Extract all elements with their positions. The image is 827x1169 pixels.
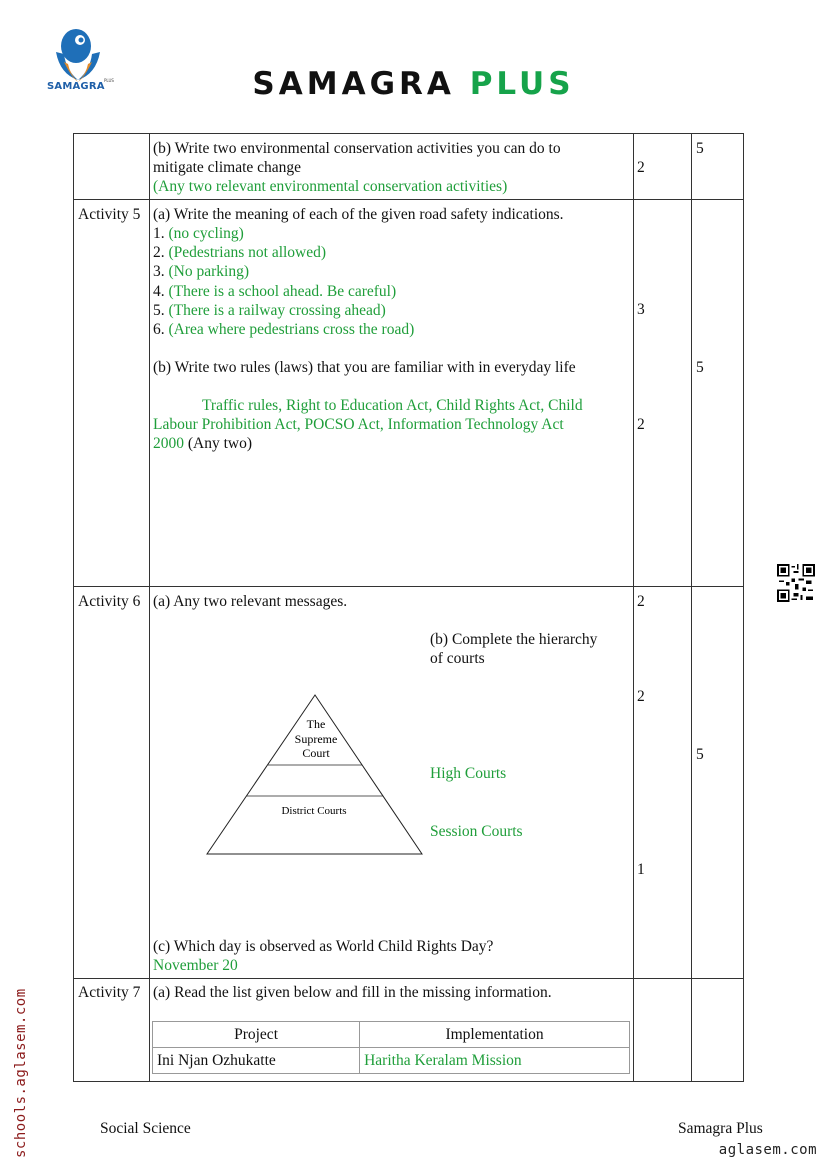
qr-code-icon — [777, 564, 815, 602]
activity-5-marks-a: 3 — [637, 301, 645, 318]
activity-6-total: 5 — [696, 746, 704, 763]
row1-question-line2: mitigate climate change — [153, 159, 302, 176]
list-item: 1. (no cycling) — [153, 225, 244, 242]
activity-5-total: 5 — [696, 359, 704, 376]
list-item: 6. (Area where pedestrians cross the road) — [153, 321, 415, 339]
title-plus: PLUS — [469, 66, 575, 102]
row2-marks-cell — [633, 199, 692, 587]
activity-6-marks-a: 2 — [637, 593, 645, 610]
row2-activity-cell — [73, 199, 150, 587]
court-hierarchy-pyramid — [200, 690, 430, 860]
project-table — [152, 1021, 630, 1074]
pyramid-bottom-label: District Courts — [281, 805, 347, 817]
row2-total-cell — [691, 199, 744, 587]
row1-answer: (Any two relevant environmental conservation activities) — [153, 178, 508, 195]
activity-7-label: Activity 7 — [78, 984, 141, 1001]
row1-activity-cell — [73, 133, 150, 200]
table-header-project: Project — [153, 1022, 360, 1048]
footer-url-link[interactable]: aglasem.com — [718, 1142, 817, 1158]
activity-5-answer-b-line3: 2000 (Any two) — [153, 435, 253, 452]
activity-6-question-b-line1: (b) Complete the hierarchy — [430, 631, 598, 648]
activity-6-question-b-line2: of courts — [430, 650, 485, 667]
activity-5-answer-b-line2: Labour Prohibition Act, POCSO Act, Information Technology Act — [153, 416, 564, 433]
row1-total: 5 — [696, 140, 704, 157]
list-item: 3. (No parking) — [153, 263, 249, 281]
road-sign-answer-list — [153, 224, 414, 339]
activity-6-question-c: (c) Which day is observed as World Child Rights Day? — [153, 938, 494, 955]
activity-7-question-a: (a) Read the list given below and fill in the missing information. — [153, 984, 552, 1001]
side-url-link[interactable]: schools.aglasem.com — [13, 988, 29, 1158]
activity-6-answer-session-courts: Session Courts — [430, 823, 523, 840]
row4-total-cell — [691, 978, 744, 1082]
page-title — [0, 66, 827, 102]
title-samagra: SAMAGRA — [252, 66, 455, 102]
table-header-row — [153, 1022, 630, 1048]
activity-5-answer-b-line1: Traffic rules, Right to Education Act, Child Rights Act, Child — [202, 397, 583, 414]
row3-marks-cell — [633, 586, 692, 979]
pyramid-top-line1: The — [306, 717, 326, 731]
activity-5-question-b: (b) Write two rules (laws) that you are familiar with in everyday life — [153, 359, 576, 376]
activity-6-question-a: (a) Any two relevant messages. — [153, 593, 348, 610]
row3-total-cell — [691, 586, 744, 979]
list-item: 4. (There is a school ahead. Be careful) — [153, 282, 397, 300]
table-header-implementation: Implementation — [360, 1022, 630, 1048]
list-item: 2. (Pedestrians not allowed) — [153, 244, 327, 262]
table-cell-project: Ini Njan Ozhukatte — [153, 1048, 360, 1074]
activity-6-answer-high-courts: High Courts — [430, 765, 507, 782]
logo-text: SAMAGRA — [47, 81, 105, 92]
table-row — [153, 1048, 630, 1074]
row3-activity-cell — [73, 586, 150, 979]
pyramid-top-line3: Court — [302, 746, 330, 760]
activity-5-label: Activity 5 — [78, 206, 141, 223]
footer-brand: Samagra Plus — [678, 1120, 763, 1137]
activity-6-label: Activity 6 — [78, 593, 141, 610]
row1-marks: 2 — [637, 159, 645, 176]
activity-5-question-a: (a) Write the meaning of each of the given road safety indications. — [153, 206, 564, 223]
activity-6-marks-c: 1 — [637, 861, 645, 878]
activity-6-answer-c: November 20 — [153, 957, 238, 974]
activity-5-marks-b: 2 — [637, 416, 645, 433]
footer-subject: Social Science — [100, 1120, 191, 1137]
logo-plus-text: PLUS — [104, 78, 114, 83]
row4-marks-cell — [633, 978, 692, 1082]
table-cell-implementation: Haritha Keralam Mission — [360, 1048, 630, 1074]
row1-question-line1: (b) Write two environmental conservation activities you can do to — [153, 140, 561, 157]
pyramid-top-line2: Supreme — [294, 732, 338, 746]
activity-6-marks-b: 2 — [637, 688, 645, 705]
list-item: 5. (There is a railway crossing ahead) — [153, 301, 386, 319]
